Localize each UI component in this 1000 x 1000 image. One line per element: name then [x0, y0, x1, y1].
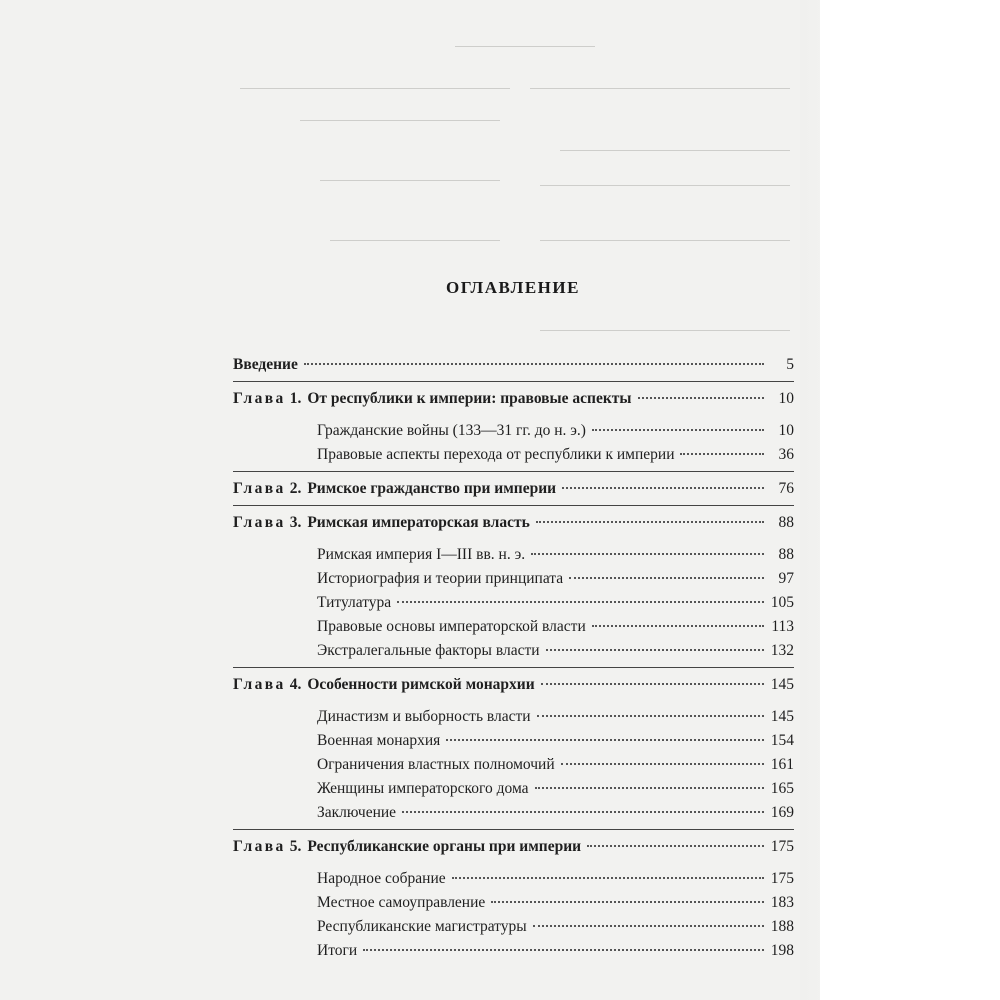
toc-section-entry[interactable] [233, 867, 794, 891]
toc-section-label: Римская империя I—III вв. н. э. [317, 546, 526, 563]
toc-section-entry[interactable] [233, 591, 794, 615]
chapter-number: 5. [289, 838, 302, 855]
chapter-title: От республики к империи: правовые аспекты [307, 390, 632, 407]
toc-page-number: 76 [778, 480, 794, 497]
toc-chapter-entry[interactable] [233, 511, 794, 535]
page-edge-shadow [800, 0, 820, 1000]
toc-section-label: Титулатура [317, 594, 392, 611]
toc-page-number: 5 [786, 356, 794, 373]
toc-section-entry[interactable] [233, 939, 794, 963]
leader-dots [592, 624, 764, 627]
chapter-prefix: Глава [233, 390, 286, 407]
toc-section-label: Правовые основы императорской власти [317, 618, 586, 635]
leader-dots [535, 786, 764, 789]
section-divider [233, 471, 794, 472]
chapter-list [233, 387, 794, 963]
toc-section-entry[interactable] [233, 777, 794, 801]
leader-dots [402, 810, 764, 813]
section-divider [233, 381, 794, 382]
table-of-contents [233, 353, 794, 963]
leader-dots [537, 714, 764, 717]
toc-page-number: 88 [778, 514, 794, 531]
toc-section-entry[interactable] [233, 443, 794, 467]
chapter-title: Римская императорская власть [307, 514, 530, 531]
leader-dots [304, 362, 764, 365]
chapter-number: 3. [289, 514, 302, 531]
leader-dots [562, 486, 764, 489]
toc-page-number: 10 [778, 422, 794, 439]
bleed-through-rule [540, 185, 790, 186]
toc-section-label: Народное собрание [317, 870, 446, 887]
toc-chapter-entry[interactable] [233, 387, 794, 411]
toc-page-number: 36 [778, 446, 794, 463]
toc-chapter-label [233, 477, 556, 501]
leader-dots [452, 876, 764, 879]
leader-dots [546, 648, 764, 651]
toc-chapter-label [233, 387, 632, 411]
toc-page-number: 10 [778, 390, 794, 407]
toc-page-number: 113 [771, 618, 794, 635]
chapter-number: 4. [289, 676, 302, 693]
toc-entry-label: Введение [233, 356, 298, 373]
toc-entry-intro[interactable] [233, 353, 794, 377]
bleed-through-rule [540, 330, 790, 331]
leader-dots [533, 924, 764, 927]
toc-chapter-label [233, 835, 581, 859]
toc-page-number: 198 [770, 942, 794, 959]
toc-chapter-entry[interactable] [233, 477, 794, 501]
section-divider [233, 829, 794, 830]
leader-dots [587, 844, 764, 847]
chapter-title: Римское гражданство при империи [307, 480, 557, 497]
leader-dots [531, 552, 764, 555]
leader-dots [536, 520, 764, 523]
toc-page-number: 105 [770, 594, 794, 611]
toc-chapter-entry[interactable] [233, 835, 794, 859]
chapter-title: Республиканские органы при империи [307, 838, 582, 855]
chapter-prefix: Глава [233, 676, 286, 693]
toc-page-number: 88 [778, 546, 794, 563]
toc-section-label: Династизм и выборность власти [317, 708, 531, 725]
toc-section-entry[interactable] [233, 567, 794, 591]
bleed-through-rule [530, 88, 790, 89]
bleed-through-rule [240, 88, 510, 89]
chapter-title: Особенности римской монархии [307, 676, 535, 693]
toc-section-label: Экстралегальные факторы власти [317, 642, 540, 659]
section-divider [233, 505, 794, 506]
toc-section-entry[interactable] [233, 729, 794, 753]
toc-chapter-entry[interactable] [233, 673, 794, 697]
chapter-prefix: Глава [233, 514, 286, 531]
toc-section-label: Гражданские войны (133—31 гг. до н. э.) [317, 422, 586, 439]
toc-section-label: Женщины императорского дома [317, 780, 529, 797]
bleed-through-rule [560, 150, 790, 151]
bleed-through-rule [455, 46, 595, 47]
toc-section-label: Республиканские магистратуры [317, 918, 527, 935]
toc-section-label: Заключение [317, 804, 397, 821]
bleed-through-rule [330, 240, 500, 241]
toc-chapter-label [233, 511, 530, 535]
toc-page-number: 154 [770, 732, 794, 749]
leader-dots [397, 600, 764, 603]
leader-dots [592, 428, 764, 431]
toc-section-entry[interactable] [233, 891, 794, 915]
toc-page-number: 97 [778, 570, 794, 587]
toc-section-entry[interactable] [233, 615, 794, 639]
toc-page-number: 132 [770, 642, 794, 659]
chapter-number: 2. [289, 480, 302, 497]
leader-dots [491, 900, 764, 903]
toc-chapter-label [233, 673, 535, 697]
leader-dots [561, 762, 764, 765]
toc-page-number: 175 [770, 838, 794, 855]
toc-section-entry[interactable] [233, 915, 794, 939]
chapter-number: 1. [289, 390, 302, 407]
toc-section-label: Итоги [317, 942, 358, 959]
leader-dots [363, 948, 764, 951]
toc-page-number: 175 [770, 870, 794, 887]
toc-section-label: Военная монархия [317, 732, 441, 749]
toc-section-entry[interactable] [233, 705, 794, 729]
toc-section-label: Местное самоуправление [317, 894, 486, 911]
leader-dots [541, 682, 764, 685]
toc-page-number: 145 [770, 708, 794, 725]
toc-page-number: 169 [770, 804, 794, 821]
toc-section-entry[interactable] [233, 543, 794, 567]
toc-section-entry[interactable] [233, 419, 794, 443]
bleed-through-rule [320, 180, 500, 181]
toc-heading: ОГЛАВЛЕНИЕ [446, 278, 580, 297]
toc-page-number: 161 [770, 756, 794, 773]
toc-section-entry[interactable] [233, 639, 794, 663]
toc-section-label: Ограничения властных полномочий [317, 756, 555, 773]
bleed-through-rule [300, 120, 500, 121]
toc-page-number: 183 [770, 894, 794, 911]
bleed-through-rule [540, 240, 790, 241]
toc-section-label: Правовые аспекты перехода от республики к империи [317, 446, 675, 463]
toc-page-number: 145 [770, 676, 794, 693]
toc-section-entry[interactable] [233, 801, 794, 825]
chapter-prefix: Глава [233, 838, 286, 855]
section-divider [233, 667, 794, 668]
leader-dots [446, 738, 764, 741]
leader-dots [569, 576, 764, 579]
leader-dots [680, 452, 764, 455]
leader-dots [638, 396, 765, 399]
chapter-prefix: Глава [233, 480, 286, 497]
toc-page-number: 165 [770, 780, 794, 797]
toc-page-number: 188 [770, 918, 794, 935]
toc-section-label: Историография и теории принципата [317, 570, 564, 587]
toc-section-entry[interactable] [233, 753, 794, 777]
